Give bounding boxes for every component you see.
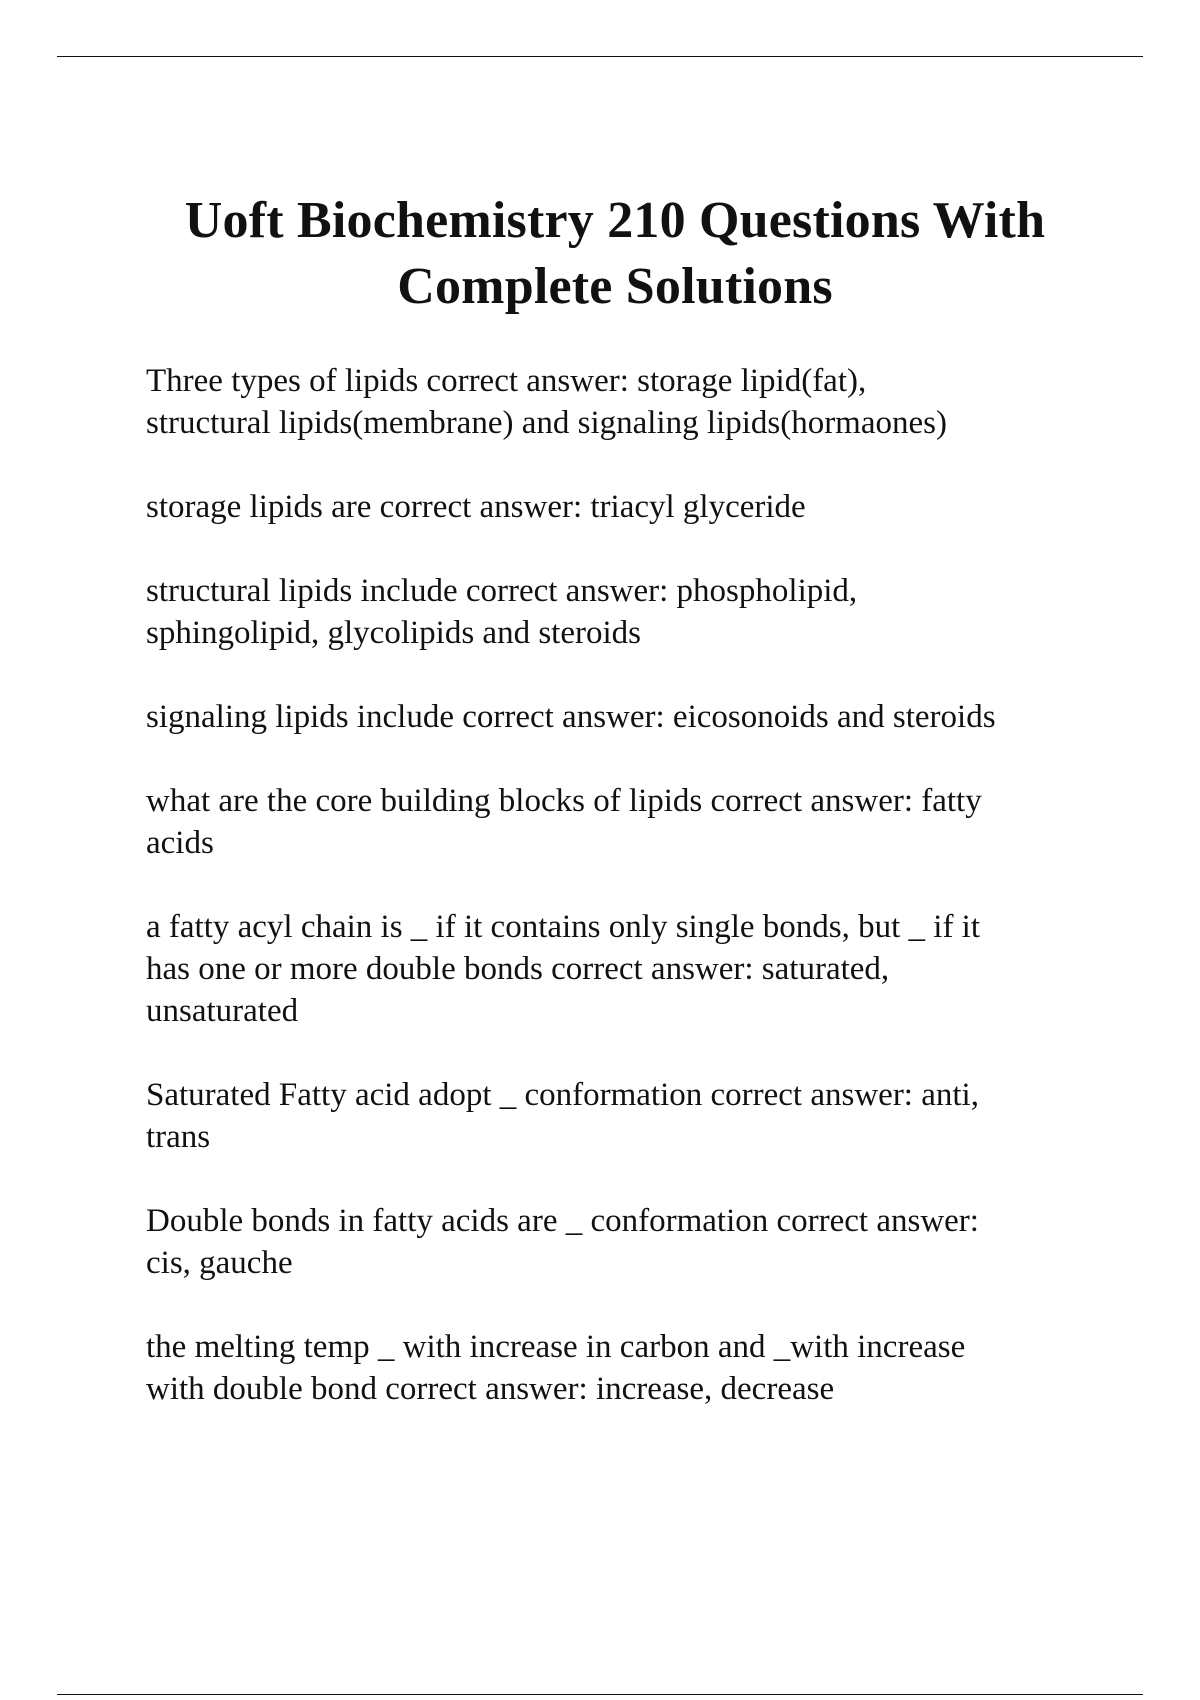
qa-line: cis, gauche <box>146 1245 293 1281</box>
qa-line: Double bonds in fatty acids are _ conformation correct answer: <box>146 1203 979 1239</box>
qa-line: structural lipids include correct answer: phospholipid, <box>146 573 858 609</box>
qa-list <box>146 360 1106 1452</box>
qa-line: sphingolipid, glycolipids and steroids <box>146 615 641 651</box>
qa-line: has one or more double bonds correct answer: saturated, <box>146 951 890 987</box>
qa-item <box>146 360 1106 444</box>
qa-item <box>146 696 1106 738</box>
qa-line: with double bond correct answer: increase, decrease <box>146 1371 835 1407</box>
qa-line: storage lipids are correct answer: triacyl glyceride <box>146 489 806 525</box>
qa-item <box>146 1200 1106 1284</box>
page-title <box>60 188 1170 320</box>
top-rule <box>57 56 1143 57</box>
qa-line: acids <box>146 825 214 861</box>
qa-line: a fatty acyl chain is _ if it contains only single bonds, but _ if it <box>146 909 981 945</box>
qa-line: signaling lipids include correct answer: eicosonoids and steroids <box>146 699 996 735</box>
qa-line: unsaturated <box>146 993 299 1029</box>
qa-line: Three types of lipids correct answer: storage lipid(fat), <box>146 363 867 399</box>
qa-item <box>146 1074 1106 1158</box>
title-line: Complete Solutions <box>397 258 833 315</box>
qa-line: trans <box>146 1119 211 1155</box>
qa-line: what are the core building blocks of lipids correct answer: fatty <box>146 783 982 819</box>
qa-line: the melting temp _ with increase in carbon and _with increase <box>146 1329 966 1365</box>
qa-item <box>146 906 1106 1032</box>
qa-item <box>146 486 1106 528</box>
qa-line: structural lipids(membrane) and signaling lipids(hormaones) <box>146 405 947 441</box>
title-line: Uoft Biochemistry 210 Questions With <box>184 192 1046 249</box>
qa-item <box>146 780 1106 864</box>
qa-item <box>146 1326 1106 1410</box>
qa-item <box>146 570 1106 654</box>
qa-line: Saturated Fatty acid adopt _ conformation correct answer: anti, <box>146 1077 979 1113</box>
bottom-rule <box>57 1694 1143 1695</box>
